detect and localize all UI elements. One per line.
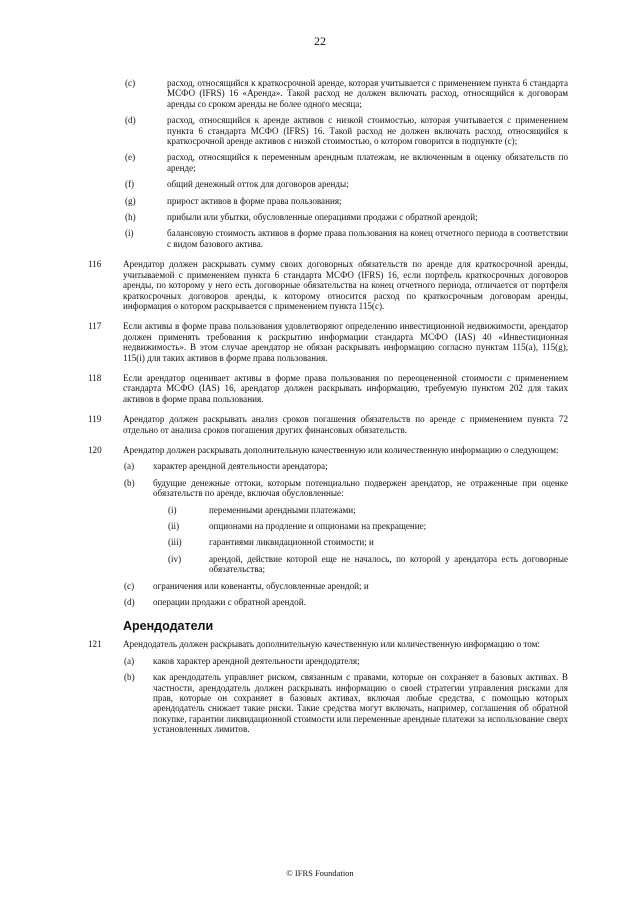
document-body xyxy=(0,78,640,735)
paragraph-text: Арендатор должен раскрывать сумму своих договорных обязательств по аренде для краткосрочной аренды, учитываемой с применением пункта 6 стандарта МСФО (IFRS) 16, если портфель краткосрочных договоров аренды, по которому у него есть договорные обязательства на конец отчетного периода, отличается от портфеля краткосрочных договоров аренды, к которому относится расход по краткосрочным договорам аренды, информация о котором раскрывается с применением пункта 115(с). xyxy=(123,259,568,311)
paragraph-number: 120 xyxy=(88,444,102,455)
sub-list-item xyxy=(0,505,640,515)
section-heading-lessors: Арендодатели xyxy=(123,619,214,634)
list-marker: (iii) xyxy=(168,537,182,548)
list-item xyxy=(0,597,640,607)
list-marker: (e) xyxy=(125,152,136,163)
list-item-text: гарантиями ликвидационной стоимости; и xyxy=(209,537,374,548)
list-item xyxy=(0,581,640,591)
list-item xyxy=(0,672,640,734)
list-marker: (b) xyxy=(124,672,135,683)
list-marker: (a) xyxy=(124,461,135,472)
page-number: 22 xyxy=(314,34,326,48)
paragraph-number: 117 xyxy=(88,321,102,332)
list-item xyxy=(0,152,640,173)
list-item xyxy=(0,179,640,189)
list-item-text: прибыли или убытки, обусловленные операциями продажи с обратной арендой; xyxy=(167,212,478,223)
paragraph-120 xyxy=(0,445,640,455)
paragraph-text: Если активы в форме права пользования удовлетворяют определению инвестиционной недвижимости, арендатор должен применять требования к раскрытию информации стандарта МСФО (IAS) 40 «Инвестиционная недвижимость». В этом случае арендатор не обязан раскрывать информацию согласно пунктам 115(a), 115(g), 115(i) для таких активов в форме права пользования. xyxy=(123,321,568,363)
list-item-text: балансовую стоимость активов в форме права пользования на конец отчетного периода в соответствии с видом базового актива. xyxy=(167,228,568,249)
list-item xyxy=(0,196,640,206)
list-marker: (g) xyxy=(125,195,136,206)
list-item-text: опционами на продление и опционами на прекращение; xyxy=(209,521,427,531)
list-item xyxy=(0,78,640,109)
list-item-text: каков характер арендной деятельности арендодателя; xyxy=(153,655,360,666)
paragraph-text: Арендатор должен раскрывать дополнительную качественную или количественную информацию о следующем: xyxy=(123,444,559,455)
list-item-text: будущие денежные оттоки, которым потенциально подвержен арендатор, не отраженные при оценке обязательств по аренде, включая обусловленные: xyxy=(153,477,568,499)
list-item-text: расход, относящийся к переменным арендным платежам, не включенным в оценку обязательств по аренде; xyxy=(167,152,568,173)
list-item-text: переменными арендными платежами; xyxy=(209,504,356,515)
paragraph-121 xyxy=(0,639,640,649)
paragraph-number: 118 xyxy=(88,372,102,383)
list-item-text: прирост активов в форме права пользования; xyxy=(167,195,342,206)
list-item-text: расход, относящийся к краткосрочной аренде, которая учитывается с применением пункта 6 стандарта МСФО (IFRS) 16 «Аренда». Такой расход не должен включать расход, относящийся к договорам аренды со сроком аренды не более одного месяца; xyxy=(167,78,568,109)
paragraph-119 xyxy=(0,414,640,435)
list-item xyxy=(0,228,640,249)
paragraph-text: Если арендатор оценивает активы в форме права пользования по переоцененной стоимости с применением стандарта МСФО (IAS) 16, арендатор должен раскрывать информацию, требуемую пунктом 202 для таких активов в форме права пользования. xyxy=(123,372,568,404)
paragraph-116 xyxy=(0,259,640,311)
list-marker: (c) xyxy=(124,580,135,591)
list-marker: (d) xyxy=(124,597,135,608)
sub-list-item xyxy=(0,521,640,531)
list-item-text: как арендодатель управляет риском, связанным с правами, которые он сохраняет в базовых активах. В частности, арендодатель должен раскрывать информацию о своей стратегии управления рисками для прав, которые он сохраняет в базовых активах, включая любые средства, с помощью которых арендодатель снижает такие риски. Такие средства могут включать, например, соглашения об обратной покупке, гарантии ликвидационной стоимости или переменные арендные платежи за использование сверх установленных лимитов. xyxy=(153,672,568,735)
list-item xyxy=(0,461,640,471)
list-item xyxy=(0,656,640,666)
sub-list-item xyxy=(0,537,640,547)
list-marker: (ii) xyxy=(168,521,180,531)
list-marker: (h) xyxy=(125,212,136,223)
list-item-text: арендой, действие которой еще не началось, по которой у арендатора есть договорные обязательства; xyxy=(209,553,568,575)
paragraph-text: Арендодатель должен раскрывать дополнительную качественную или количественную информацию о том: xyxy=(123,639,540,650)
list-marker: (i) xyxy=(125,228,134,239)
paragraph-number: 121 xyxy=(88,639,102,650)
list-item-text: операции продажи с обратной арендой. xyxy=(153,597,306,608)
list-marker: (c) xyxy=(125,78,136,88)
list-item xyxy=(0,212,640,222)
list-item-text: расход, относящийся к аренде активов с низкой стоимостью, которая учитывается с применением пункта 6 стандарта МСФО (IFRS) 16. Такой расход не должен включать расход, относящийся к краткосрочной аренде активов с низкой стоимостью, о котором говорится в подпункте (с); xyxy=(167,115,568,147)
list-item-text: ограничения или ковенанты, обусловленные арендой; и xyxy=(153,580,369,591)
list-marker: (iv) xyxy=(168,553,182,564)
sub-list-item xyxy=(0,554,640,575)
list-marker: (a) xyxy=(124,655,135,666)
list-item xyxy=(0,115,640,146)
list-marker: (d) xyxy=(125,115,136,126)
paragraph-117 xyxy=(0,321,640,363)
copyright-footer: © IFRS Foundation xyxy=(286,868,354,878)
list-item xyxy=(0,478,640,499)
paragraph-text: Арендатор должен раскрывать анализ сроков погашения обязательств по аренде с применением пункта 72 отдельно от анализа сроков погашения других финансовых обязательств. xyxy=(123,414,568,435)
list-marker: (b) xyxy=(124,477,135,488)
paragraph-118 xyxy=(0,373,640,404)
paragraph-number: 116 xyxy=(88,259,102,270)
paragraph-number: 119 xyxy=(88,414,102,425)
list-item-text: характер арендной деятельности арендатора; xyxy=(153,461,328,472)
list-marker: (i) xyxy=(168,504,177,515)
list-marker: (f) xyxy=(125,179,135,190)
list-item-text: общий денежный отток для договоров аренды; xyxy=(167,179,349,190)
